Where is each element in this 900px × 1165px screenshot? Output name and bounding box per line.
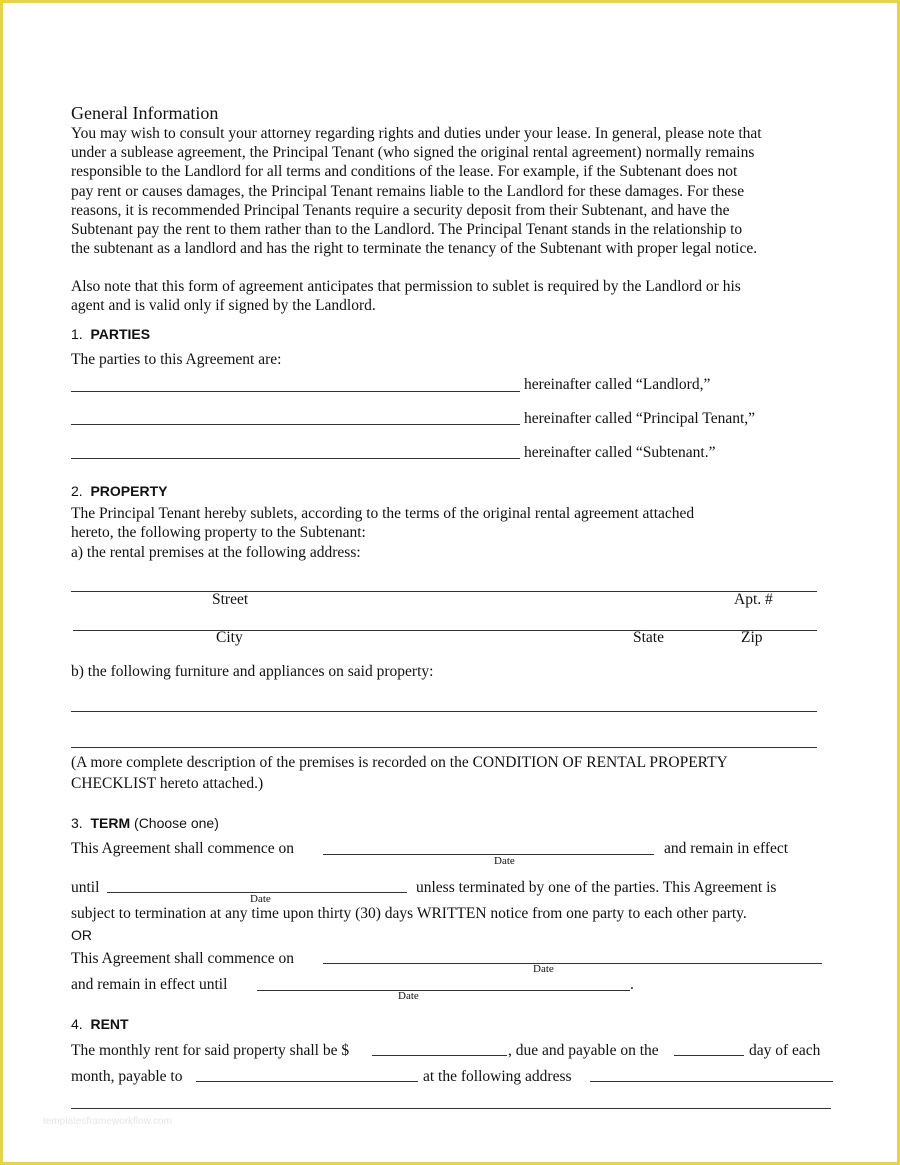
property-text-line: hereto, the following property to the Subtenant:: [71, 524, 366, 541]
period: .: [630, 976, 634, 993]
paragraph-line: Subtenant pay the rent to them rather than to the Landlord. The Principal Tenant stands in the relationship to: [71, 221, 743, 239]
paragraph-line: responsible to the Landlord for all terms and conditions of the lease. For example, if the Subtenant does not: [71, 163, 738, 181]
section-heading-text: TERM: [90, 815, 131, 831]
section-number: 3.: [71, 815, 83, 831]
furniture-field-line[interactable]: [71, 711, 817, 712]
rent-due-label: , due and payable on the: [508, 1042, 659, 1059]
zip-label: Zip: [741, 629, 763, 646]
landlord-name-field[interactable]: [71, 391, 520, 392]
payment-address-field[interactable]: [590, 1081, 833, 1082]
section-number: 2.: [71, 483, 83, 499]
end-date-field-2[interactable]: [257, 990, 630, 991]
paragraph-line: pay rent or causes damages, the Principal Tenant remains liable to the Landlord for these damages. For these: [71, 182, 745, 200]
date-caption: Date: [250, 893, 271, 905]
property-note-line: (A more complete description of the premises is recorded on the CONDITION OF RENTAL PROPERTY: [71, 754, 728, 771]
apt-label: Apt. #: [734, 591, 773, 608]
general-paragraph-2: [71, 277, 841, 315]
section-number: 1.: [71, 326, 83, 342]
rent-amount-field[interactable]: [372, 1055, 507, 1056]
payment-address-label: at the following address: [423, 1068, 572, 1085]
payee-field[interactable]: [196, 1081, 418, 1082]
start-date-field-2[interactable]: [323, 963, 822, 964]
term-remain-until-label: and remain in effect until: [71, 976, 228, 993]
term-until-label: until: [71, 879, 100, 896]
section-heading-text: RENT: [90, 1016, 129, 1032]
term-subject-text: subject to termination at any time upon thirty (30) days WRITTEN notice from one party to each other party.: [71, 905, 747, 922]
property-item-a: a) the rental premises at the following address:: [71, 544, 361, 561]
paragraph-line: Also note that this form of agreement anticipates that permission to sublet is required by the Landlord or his: [71, 278, 741, 295]
date-caption: Date: [533, 963, 554, 975]
subtenant-label: hereinafter called “Subtenant.”: [524, 444, 716, 461]
city-state-zip-field[interactable]: [73, 630, 817, 631]
street-address-field[interactable]: [71, 591, 817, 592]
property-item-b: b) the following furniture and appliances on said property:: [71, 663, 434, 680]
property-text-line: The Principal Tenant hereby sublets, according to the terms of the original rental agreement attached: [71, 505, 695, 522]
subtenant-name-field[interactable]: [71, 458, 520, 459]
payable-to-label: month, payable to: [71, 1068, 183, 1085]
section-heading-property: [71, 483, 167, 499]
term-or-label: OR: [71, 927, 92, 943]
choose-one-note: (Choose one): [134, 815, 219, 831]
rent-amount-label: The monthly rent for said property shall be $: [71, 1042, 350, 1059]
section-heading-parties: [71, 326, 150, 342]
parties-intro: The parties to this Agreement are:: [71, 351, 282, 368]
rent-due-day-field[interactable]: [674, 1055, 744, 1056]
date-caption: Date: [494, 855, 515, 867]
principal-tenant-name-field[interactable]: [71, 424, 520, 425]
furniture-field-line[interactable]: [71, 747, 817, 748]
landlord-label: hereinafter called “Landlord,”: [524, 376, 711, 393]
term-commence-label: This Agreement shall commence on: [71, 840, 294, 857]
general-paragraph-1: [71, 124, 841, 258]
watermark: templatesframeworkflow.com: [43, 1116, 172, 1127]
section-heading-rent: [71, 1016, 129, 1032]
term-remain-label: and remain in effect: [664, 840, 789, 857]
paragraph-line: agent and is valid only if signed by the Landlord.: [71, 297, 376, 315]
payment-address-field-2[interactable]: [71, 1108, 831, 1109]
section-heading-text: PARTIES: [90, 326, 151, 342]
property-note-line: CHECKLIST hereto attached.): [71, 775, 264, 792]
street-label: Street: [212, 591, 249, 608]
city-label: City: [216, 629, 243, 646]
paragraph-line: under a sublease agreement, the Principal Tenant (who signed the original rental agreement) normally remains: [71, 144, 755, 162]
rent-day-label: day of each: [749, 1042, 821, 1059]
date-caption: Date: [398, 990, 419, 1002]
start-date-field[interactable]: [323, 854, 654, 855]
term-unless-label: unless terminated by one of the parties. This Agreement is: [416, 879, 777, 896]
section-heading-text: PROPERTY: [90, 483, 168, 499]
paragraph-line: the subtenant as a landlord and has the right to terminate the tenancy of the Subtenant with proper legal notice.: [71, 240, 758, 258]
section-heading-term: [71, 815, 219, 831]
term-commence-label-2: This Agreement shall commence on: [71, 950, 294, 967]
section-title-general-information: General Information: [71, 103, 219, 123]
paragraph-line: You may wish to consult your attorney regarding rights and duties under your lease. In general, please note that: [71, 125, 762, 142]
principal-tenant-label: hereinafter called “Principal Tenant,”: [524, 410, 756, 427]
section-number: 4.: [71, 1016, 83, 1032]
state-label: State: [633, 629, 664, 646]
paragraph-line: reasons, it is recommended Principal Tenants require a security deposit from their Subtenant, and have the: [71, 201, 730, 219]
